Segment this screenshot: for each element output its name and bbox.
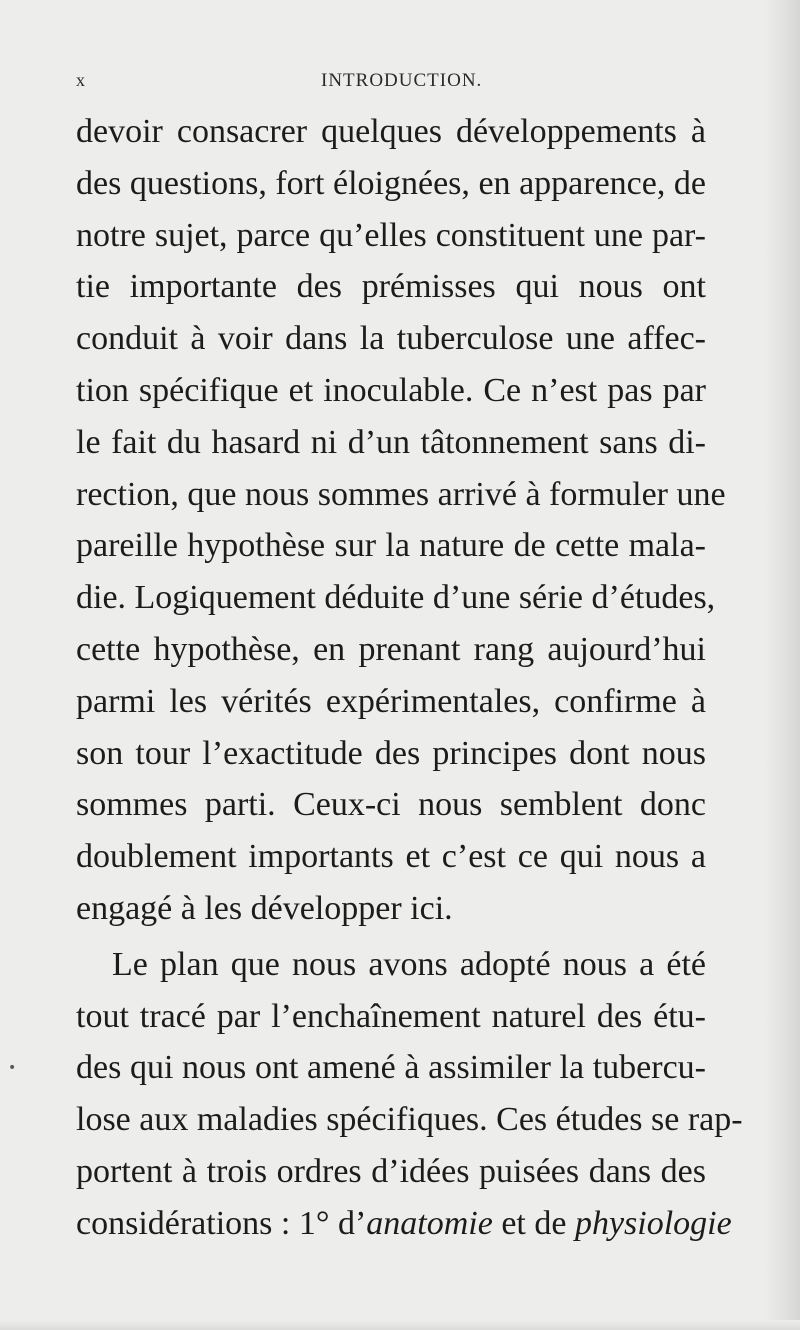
page-edge-shadow: [764, 0, 800, 1330]
text-run: et de: [492, 1204, 575, 1242]
italic-term-anatomie: anatomie: [366, 1204, 493, 1242]
paragraph-2: [76, 939, 743, 1250]
text-line: pareille hypothèse sur la nature de cette mala-: [76, 527, 706, 565]
text-line: cette hypothèse, en prenant rang aujourd’hui: [76, 630, 706, 668]
paragraph-1: [76, 106, 726, 935]
text-line: tie importante des prémisses qui nous ont: [76, 268, 706, 306]
page-bottom-shadow: [0, 1320, 800, 1330]
text-line: Le plan que nous avons adopté nous a été: [112, 945, 706, 983]
text-line: lose aux maladies spécifiques. Ces études se rap-: [76, 1101, 743, 1139]
text-line: rection, que nous sommes arrivé à formuler une: [76, 475, 726, 513]
text-line: engagé à les développer ici.: [76, 889, 453, 927]
text-line: des qui nous ont amené à assimiler la tubercu-: [76, 1049, 706, 1087]
running-title: INTRODUCTION.: [321, 70, 483, 91]
text-line: notre sujet, parce qu’elles constituent une par-: [76, 216, 706, 254]
text-line-mixed: [76, 1198, 732, 1250]
text-line: conduit à voir dans la tuberculose une affec-: [76, 320, 706, 358]
text-line: doublement importants et c’est ce qui nous a: [76, 838, 706, 876]
text-line: die. Logiquement déduite d’une série d’études,: [76, 579, 716, 617]
text-line: tion spécifique et inoculable. Ce n’est pas par: [76, 371, 706, 409]
text-line: son tour l’exactitude des principes dont nous: [76, 734, 706, 772]
running-head: [76, 70, 706, 100]
text-line: parmi les vérités expérimentales, confirme à: [76, 682, 706, 720]
text-line: des questions, fort éloignées, en apparence, de: [76, 164, 706, 202]
text-line: tout tracé par l’enchaînement naturel des étu-: [76, 997, 706, 1035]
text-line: portent à trois ordres d’idées puisées dans des: [76, 1152, 706, 1190]
margin-speck: •: [8, 1060, 17, 1076]
page-number: x: [76, 70, 85, 90]
italic-term-physiologie: physiologie: [574, 1204, 732, 1242]
text-line: devoir consacrer quelques développements à: [76, 113, 706, 150]
text-line: sommes parti. Ceux-ci nous semblent donc: [76, 786, 706, 824]
text-run: considérations : 1° d’: [76, 1204, 367, 1242]
text-line: le fait du hasard ni d’un tâtonnement sans di-: [76, 423, 706, 461]
body-text: [76, 106, 743, 1250]
